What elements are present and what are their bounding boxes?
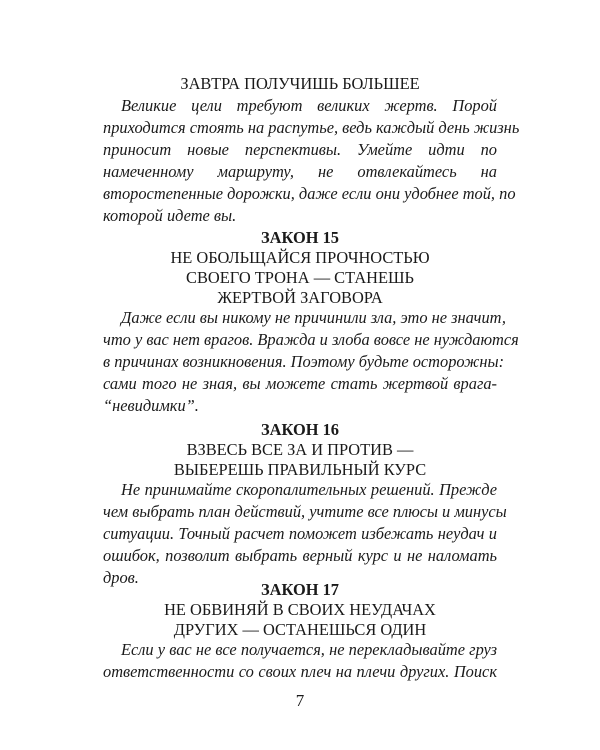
paragraph-line: дров. bbox=[103, 568, 139, 587]
page-number: 7 bbox=[295, 691, 305, 710]
paragraph-line: что у вас нет врагов. Вражда и злоба вовсе не нуждаются bbox=[103, 330, 519, 349]
paragraph-line: приносит новые перспективы. Умейте идти по bbox=[103, 140, 497, 159]
law-heading: ЗАКОН 17 bbox=[261, 580, 339, 599]
law-title-line: ЖЕРТВОЙ ЗАГОВОРА bbox=[217, 288, 383, 307]
paragraph-line: которой идете вы. bbox=[103, 206, 237, 225]
law-heading: ЗАКОН 16 bbox=[261, 420, 339, 439]
paragraph-line: Если у вас не все получается, не перекладывайте груз bbox=[121, 640, 497, 659]
paragraph-line: намеченному маршруту, не отвлекайтесь на bbox=[103, 162, 497, 181]
paragraph-line: ответственности со своих плеч на плечи других. Поиск bbox=[103, 662, 497, 681]
paragraph-line: сами того не зная, вы можете стать жертвой врага- bbox=[103, 374, 497, 393]
section-title: ЗАВТРА ПОЛУЧИШЬ БОЛЬШЕЕ bbox=[180, 74, 420, 93]
paragraph-line: приходится стоять на распутье, ведь каждый день жизнь bbox=[103, 118, 520, 137]
paragraph-line: Даже если вы никому не причинили зла, это не значит, bbox=[121, 308, 506, 327]
paragraph-line: Великие цели требуют великих жертв. Порой bbox=[121, 96, 497, 115]
law-title-line: ДРУГИХ — ОСТАНЕШЬСЯ ОДИН bbox=[173, 620, 427, 639]
law-title-line: НЕ ОБОЛЬЩАЙСЯ ПРОЧНОСТЬЮ bbox=[170, 248, 430, 267]
law-title-line: ВЫБЕРЕШЬ ПРАВИЛЬНЫЙ КУРС bbox=[173, 460, 427, 479]
paragraph-line: чем выбрать план действий, учтите все плюсы и минусы bbox=[103, 502, 507, 521]
law-title-line: ВЗВЕСЬ ВСЕ ЗА И ПРОТИВ — bbox=[186, 440, 414, 459]
paragraph-line: “невидимки”. bbox=[103, 396, 199, 415]
paragraph-line: второстепенные дорожки, даже если они удобнее той, по bbox=[103, 184, 516, 203]
paragraph-line: ошибок, позволит выбрать верный курс и не наломать bbox=[103, 546, 497, 565]
law-title-line: СВОЕГО ТРОНА — СТАНЕШЬ bbox=[186, 268, 414, 287]
paragraph-line: Не принимайте скоропалительных решений. Прежде bbox=[121, 480, 497, 499]
law-heading: ЗАКОН 15 bbox=[261, 228, 339, 247]
paragraph-line: ситуации. Точный расчет поможет избежать неудач и bbox=[103, 524, 497, 543]
law-title-line: НЕ ОБВИНЯЙ В СВОИХ НЕУДАЧАХ bbox=[164, 600, 436, 619]
paragraph-line: в причинах возникновения. Поэтому будьте осторожны: bbox=[103, 352, 505, 371]
